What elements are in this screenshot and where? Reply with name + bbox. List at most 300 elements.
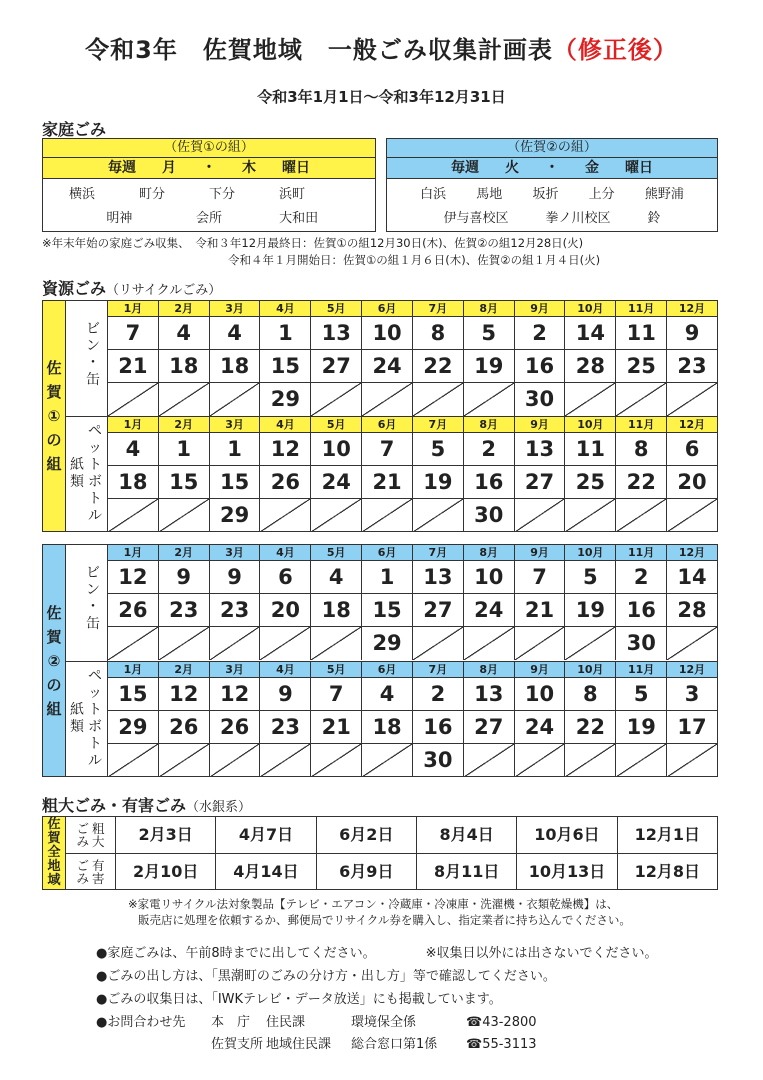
date-cell: 13 [515,433,566,465]
date-cell: 4 [108,433,159,465]
date-cell: 12 [159,678,210,710]
empty-cell [210,627,261,660]
area: 横浜 [69,187,96,202]
g1-pet-label [66,417,108,532]
g2-bottles-label [66,545,108,661]
date-cell: 7 [108,317,159,349]
date-cell: 28 [565,350,616,382]
date-cell: 6 [684,437,700,461]
contact-dept: 住民課 [266,1015,306,1030]
label-char: ル [88,508,102,524]
contact-tel: ☎43-2800 [466,1015,537,1030]
month-cell: 9月 [515,545,566,560]
date-cell: 30 [515,383,566,416]
month-cell: 4月 [260,662,311,677]
label-char: ン [86,338,100,354]
bullet-1 [96,942,658,965]
date-cell: 29 [210,499,261,532]
empty-cell [362,499,413,532]
date-cell: 6 [260,561,311,593]
month-cell: 10月 [565,545,616,560]
label-char: 害 [92,871,105,886]
date-cell: 5 [616,678,667,710]
label-char: ご [76,858,89,873]
empty-cell [108,499,159,532]
day-text: 曜日 [282,160,310,176]
date-cell: 29 [108,711,159,743]
date-cell: 29 [260,383,311,416]
date-cell: 21 [362,466,413,498]
empty-cell [667,383,717,416]
g2-pet-grid [108,662,717,777]
empty-cell [667,744,717,777]
date-cell: 30 [464,499,515,532]
bulky-date: 2月10日 [116,854,216,890]
day-text: 毎週 [108,160,136,176]
month-cell: 12月 [678,663,706,676]
period: 令和3年1月1日～令和3年12月31日 [257,88,506,106]
empty-cell [159,744,210,777]
date-cell: 23 [260,711,311,743]
date-row [108,317,717,350]
date-cell: 5 [464,317,515,349]
day-text: ・ [545,160,559,176]
month-cell: 2月 [159,417,210,432]
type-a [92,822,105,848]
bulky-date: 4月7日 [216,817,316,853]
label-char: 大 [92,834,105,849]
group1-areas [43,179,375,231]
empty-cell [311,383,362,416]
area: 白浜 [420,187,447,202]
label-char: ッ [88,685,102,701]
label-char: ビ [86,321,100,337]
date-row [108,499,717,532]
label-char: の [46,431,62,449]
appliance-note-2: 販売店に処理を依頼するか、郵便局でリサイクル券を購入し、指定業者に持ち込んでください。 [138,913,631,927]
empty-cell [159,499,210,532]
date-cell: 10 [311,433,362,465]
empty-cell [616,383,667,416]
month-cell: 1月 [108,417,159,432]
label-char: ト [88,457,102,473]
empty-cell [515,499,566,532]
empty-cell [464,744,515,777]
label-char: 類 [70,719,84,735]
date-cell: 15 [108,678,159,710]
date-cell: 26 [108,594,159,626]
date-cell: 13 [413,561,464,593]
date-cell: 18 [311,594,362,626]
empty-cell [565,744,616,777]
date-cell: 28 [677,598,707,622]
area: 鈴 [647,211,661,226]
month-cell: 6月 [362,545,413,560]
contact-row-1 [96,1012,537,1034]
bulky-date: 8月11日 [417,854,517,890]
bulky-type-label [66,854,116,890]
recycle-group2 [42,544,718,777]
date-cell: 3 [684,682,700,706]
day-text: 火 [505,160,519,176]
contact-label: ●お問合わせ先 [96,1015,186,1030]
type-b [76,859,89,885]
bullet-3: ●ごみの収集日は、「IWKテレビ・データ放送」にも掲載しています。 [96,992,502,1007]
month-cell: 2月 [159,662,210,677]
bulky-date: 6月9日 [317,854,417,890]
empty-cell [515,627,566,660]
date-cell: 10 [464,561,515,593]
empty-cell [260,744,311,777]
date-cell: 19 [565,594,616,626]
date-cell: 29 [362,627,413,660]
date-cell: 27 [515,466,566,498]
day-text: 金 [585,160,599,176]
date-row [108,433,717,466]
paper-label-text [70,457,84,491]
date-cell: 9 [210,561,261,593]
month-cell: 8月 [464,301,515,316]
bulky-date: 8月4日 [417,817,517,853]
recycle-group2-label [43,545,66,776]
date-cell: 27 [413,594,464,626]
date-cell: 1 [210,433,261,465]
date-cell: 5 [413,433,464,465]
date-cell: 8 [413,317,464,349]
area: 浜町 [279,187,306,202]
date-cell: 21 [311,711,362,743]
label-char: ② [47,651,61,670]
contact-section: 環境保全係 [351,1015,417,1030]
empty-cell [311,627,362,660]
month-header-row [108,417,717,433]
month-cell: 2月 [159,545,210,560]
date-cell: 24 [515,711,566,743]
date-cell: 11 [565,433,616,465]
date-row [108,594,717,627]
household-group2 [386,138,718,232]
month-cell: 3月 [210,301,261,316]
empty-cell [413,499,464,532]
empty-cell [464,627,515,660]
recycle-group1-label [43,301,66,531]
date-cell: 4 [159,317,210,349]
date-cell: 25 [565,466,616,498]
date-cell: 27 [311,350,362,382]
date-cell: 10 [515,678,566,710]
label-char: ボ [88,474,102,490]
label-char: み [76,834,89,849]
g2-bottles-section [66,545,717,661]
empty-cell [565,627,616,660]
date-cell: 7 [362,433,413,465]
date-cell: 10 [362,317,413,349]
area: 伊与喜校区 [443,211,509,226]
area: 坂折 [532,187,559,202]
label-char: 佐 [46,359,62,377]
date-cell: 24 [464,594,515,626]
area-row-2 [405,207,699,231]
group1-header: （佐賀①の組） [43,139,375,158]
bulky-heading-main: 粗大ごみ・有害ごみ [42,796,187,815]
date-cell: 9 [159,561,210,593]
date-cell: 4 [311,561,362,593]
date-row [108,678,717,711]
bulky-date: 10月6日 [517,817,617,853]
date-cell: 18 [210,350,261,382]
month-cell: 4月 [260,545,311,560]
date-cell: 21 [108,350,159,382]
label-char: 佐 [46,603,62,622]
bottles-label-text [86,565,100,633]
date-cell: 19 [464,350,515,382]
pet-label-text [88,668,102,770]
month-cell: 12月 [678,546,706,559]
label-char: ト [88,736,102,752]
empty-cell [616,744,667,777]
date-cell: 19 [413,466,464,498]
date-cell: 13 [311,317,362,349]
contact-info [96,1012,537,1056]
label-char: ペ [88,423,102,439]
date-cell: 16 [464,466,515,498]
label-char: 缶 [86,616,100,632]
g1-bottles-section [66,301,717,416]
contact-section: 総合窓口第1係 [351,1037,438,1052]
contact-dept: 地域住民課 [266,1037,332,1052]
date-cell: 23 [159,594,210,626]
bulky-date: 12月8日 [634,862,700,881]
group2-days [387,158,717,179]
bulky-date: 6月2日 [317,817,417,853]
label-char: 地 [47,859,61,874]
date-cell: 14 [565,317,616,349]
month-cell: 4月 [260,301,311,316]
day-text: ・ [202,160,216,176]
month-cell: 3月 [210,662,261,677]
bulky-type-label [66,817,116,853]
date-cell: 30 [616,627,667,660]
date-cell: 18 [159,350,210,382]
bulky-table [42,816,718,890]
date-cell: 18 [108,466,159,498]
bottles-label-text [86,321,100,389]
contact-tel: ☎55-3113 [466,1037,537,1052]
type-b [76,822,89,848]
date-cell: 2 [616,561,667,593]
date-cell: 17 [677,715,707,739]
date-cell: 19 [616,711,667,743]
date-row [108,383,717,416]
label-char: ① [47,407,61,425]
label-char: ・ [86,355,100,371]
month-cell: 10月 [565,662,616,677]
label-char: の [46,675,62,694]
month-cell: 9月 [515,301,566,316]
empty-cell [210,744,261,777]
date-row [108,350,717,383]
month-cell: 9月 [515,417,566,432]
household-note-2: 令和４年１月開始日：佐賀①の組１月６日(木)、佐賀②の組１月４日(火) [228,253,601,267]
contact-office: 佐賀支所 [211,1037,264,1052]
date-cell: 25 [616,350,667,382]
label-char: ト [88,491,102,507]
month-cell: 11月 [616,417,667,432]
day-text: 毎週 [451,160,479,176]
label-char: 全 [47,845,61,860]
bulky-row-large [66,817,717,854]
date-cell: 1 [159,433,210,465]
bulky-heading-sub: （水銀系） [186,800,252,815]
empty-cell [311,744,362,777]
date-cell: 16 [413,711,464,743]
date-cell: 23 [210,594,261,626]
label-char: ト [88,702,102,718]
date-cell: 12 [260,433,311,465]
date-row [108,711,717,744]
date-row [108,466,717,499]
date-cell: 15 [159,466,210,498]
date-cell: 2 [464,433,515,465]
date-cell: 27 [464,711,515,743]
label-char: ボ [88,719,102,735]
bulky-area-label [43,817,66,889]
day-text: 月 [162,160,176,176]
area: 上分 [588,187,615,202]
date-cell: 4 [362,678,413,710]
contact-office: 本 庁 [211,1015,251,1030]
label-char: 域 [47,873,61,888]
date-cell: 2 [413,678,464,710]
info-bullets [96,942,658,1011]
empty-cell [616,499,667,532]
type-a [92,859,105,885]
date-cell: 1 [362,561,413,593]
date-cell: 8 [565,678,616,710]
month-cell: 1月 [108,662,159,677]
month-cell: 8月 [464,662,515,677]
date-cell: 26 [210,711,261,743]
month-header-row [108,662,717,678]
date-cell: 21 [515,594,566,626]
month-cell: 2月 [159,301,210,316]
g2-pet-section [66,661,717,777]
household-note-1: ※年末年始の家庭ごみ収集、 令和３年12月最終日：佐賀①の組12月30日(木)、佐賀②の組12月28日(火) [42,236,584,250]
empty-cell [108,627,159,660]
month-header-row [108,301,717,317]
month-cell: 6月 [362,417,413,432]
page-title [0,30,763,65]
area: 下分 [209,187,236,202]
bulky-rows [66,817,717,889]
label-char: ル [88,753,102,769]
day-text: 曜日 [625,160,653,176]
title-revised: （修正後） [552,36,678,64]
label-char: ご [76,821,89,836]
date-cell: 13 [464,678,515,710]
month-cell: 7月 [413,662,464,677]
date-cell: 23 [677,354,707,378]
bulky-date: 4月14日 [216,854,316,890]
date-cell: 7 [311,678,362,710]
bullet-2: ●ごみの出し方は、「黒潮町のごみの分け方・出し方」等で確認してください。 [96,969,556,984]
g1-bottles-label [66,301,108,416]
area: 熊野浦 [644,187,684,202]
bullet-note: ※収集日以外には出さないでください。 [425,946,658,961]
date-cell: 2 [515,317,566,349]
date-row [108,627,717,660]
g2-pet-label [66,662,108,777]
g1-bottles-grid [108,301,717,416]
date-cell: 8 [616,433,667,465]
area: 大和田 [279,211,319,226]
date-cell: 9 [684,321,700,345]
month-cell: 3月 [210,417,261,432]
date-cell: 15 [260,350,311,382]
household-heading: 家庭ごみ [42,120,107,139]
date-cell: 22 [413,350,464,382]
date-cell: 22 [616,466,667,498]
label-char: 紙 [70,457,84,473]
date-cell: 7 [515,561,566,593]
group1-days [43,158,375,179]
date-cell: 1 [260,317,311,349]
empty-cell [260,499,311,532]
empty-cell [159,383,210,416]
date-cell: 24 [311,466,362,498]
date-cell: 12 [210,678,261,710]
date-cell: 15 [210,466,261,498]
recycle-heading-main: 資源ごみ [42,279,107,298]
month-cell: 3月 [210,545,261,560]
month-cell: 7月 [413,301,464,316]
empty-cell [210,383,261,416]
empty-cell [413,383,464,416]
date-cell: 26 [260,466,311,498]
month-cell: 5月 [311,301,362,316]
empty-cell [108,383,159,416]
label-char: ・ [86,599,100,615]
date-cell: 18 [362,711,413,743]
empty-cell [515,744,566,777]
label-char: ビ [86,565,100,581]
bulky-row-hazardous [66,854,717,890]
label-char: 組 [46,455,62,473]
date-cell: 22 [565,711,616,743]
month-cell: 4月 [260,417,311,432]
empty-cell [362,744,413,777]
label-char: み [76,871,89,886]
date-cell: 5 [565,561,616,593]
empty-cell [311,499,362,532]
bulky-heading [42,793,251,816]
date-cell: 11 [616,317,667,349]
paper-label-text [70,702,84,736]
day-text: 木 [242,160,256,176]
recycle-group1 [42,300,718,532]
pet-label-text [88,423,102,525]
label-char: 粗 [92,821,105,836]
month-header-row [108,545,717,561]
label-char: 賀 [46,627,62,646]
bullet-text: ●家庭ごみは、午前8時までに出してください。 [96,946,376,961]
empty-cell [159,627,210,660]
month-cell: 6月 [362,301,413,316]
label-char: ン [86,582,100,598]
date-cell: 9 [260,678,311,710]
empty-cell [260,627,311,660]
bulky-date: 2月3日 [116,817,216,853]
